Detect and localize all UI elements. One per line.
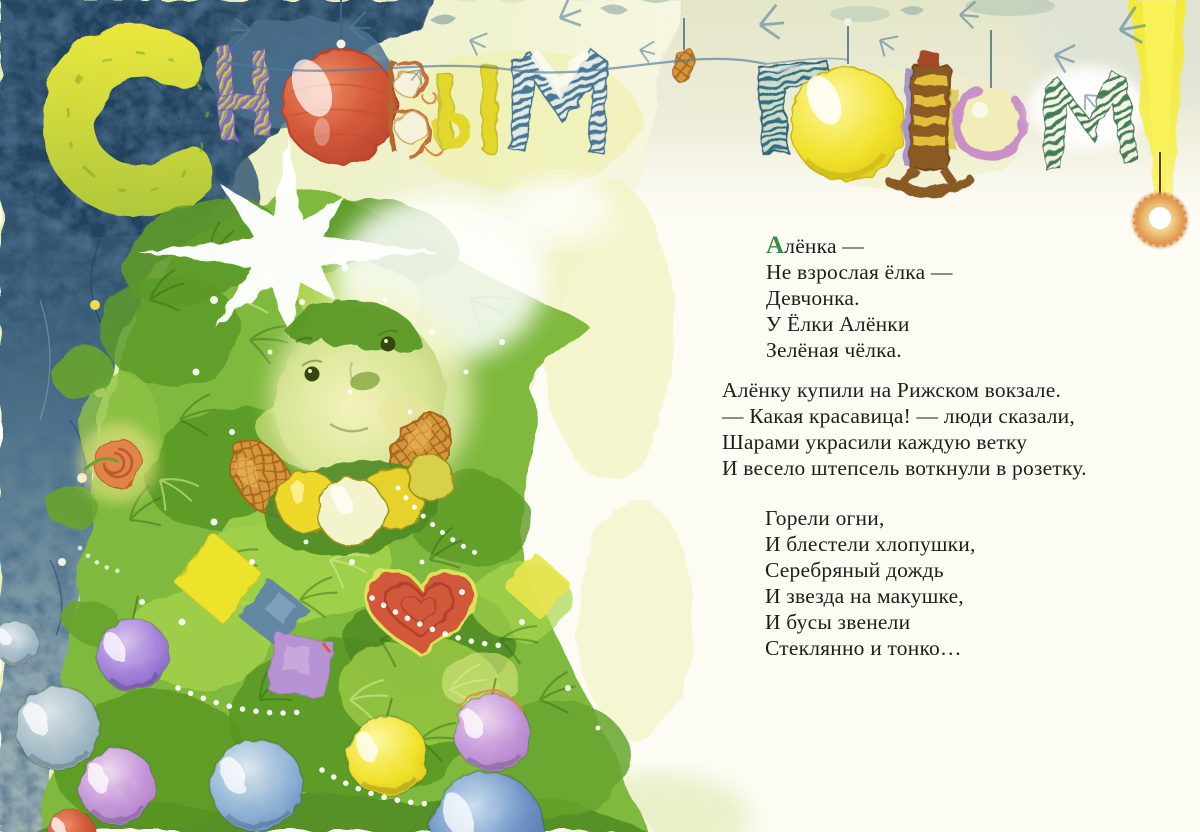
poem-line: И блестели хлопушки, bbox=[765, 532, 976, 556]
poem-line-text: лёнка — bbox=[784, 234, 864, 258]
poem-line: Девчонка. bbox=[766, 286, 860, 310]
poem-stanza-3 bbox=[765, 505, 976, 661]
poem-line: Шарами украсили каждую ветку bbox=[722, 430, 1028, 454]
poem-line bbox=[766, 233, 953, 259]
poem-line: Стеклянно и тонко… bbox=[765, 636, 962, 660]
poem-stanza-2 bbox=[722, 377, 1087, 481]
poem-line: Горели огни, bbox=[765, 506, 885, 530]
poem-line: У Ёлки Алёнки bbox=[766, 312, 910, 336]
poem-line: И весело штепсель воткнули в розетку. bbox=[722, 456, 1087, 480]
poem-line: Зелёная чёлка. bbox=[766, 338, 902, 362]
drop-cap: А bbox=[766, 232, 785, 259]
poem-stanza-1 bbox=[766, 233, 953, 363]
poem-line: И бусы звенели bbox=[765, 610, 911, 634]
poem-line: И звезда на макушке, bbox=[765, 584, 964, 608]
poem-line: Не взрослая ёлка — bbox=[766, 260, 953, 284]
poem-line: Алёнку купили на Рижском вокзале. bbox=[722, 378, 1062, 402]
poem-line: — Какая красавица! — люди сказали, bbox=[722, 404, 1075, 428]
poem-line: Серебряный дождь bbox=[765, 558, 944, 582]
